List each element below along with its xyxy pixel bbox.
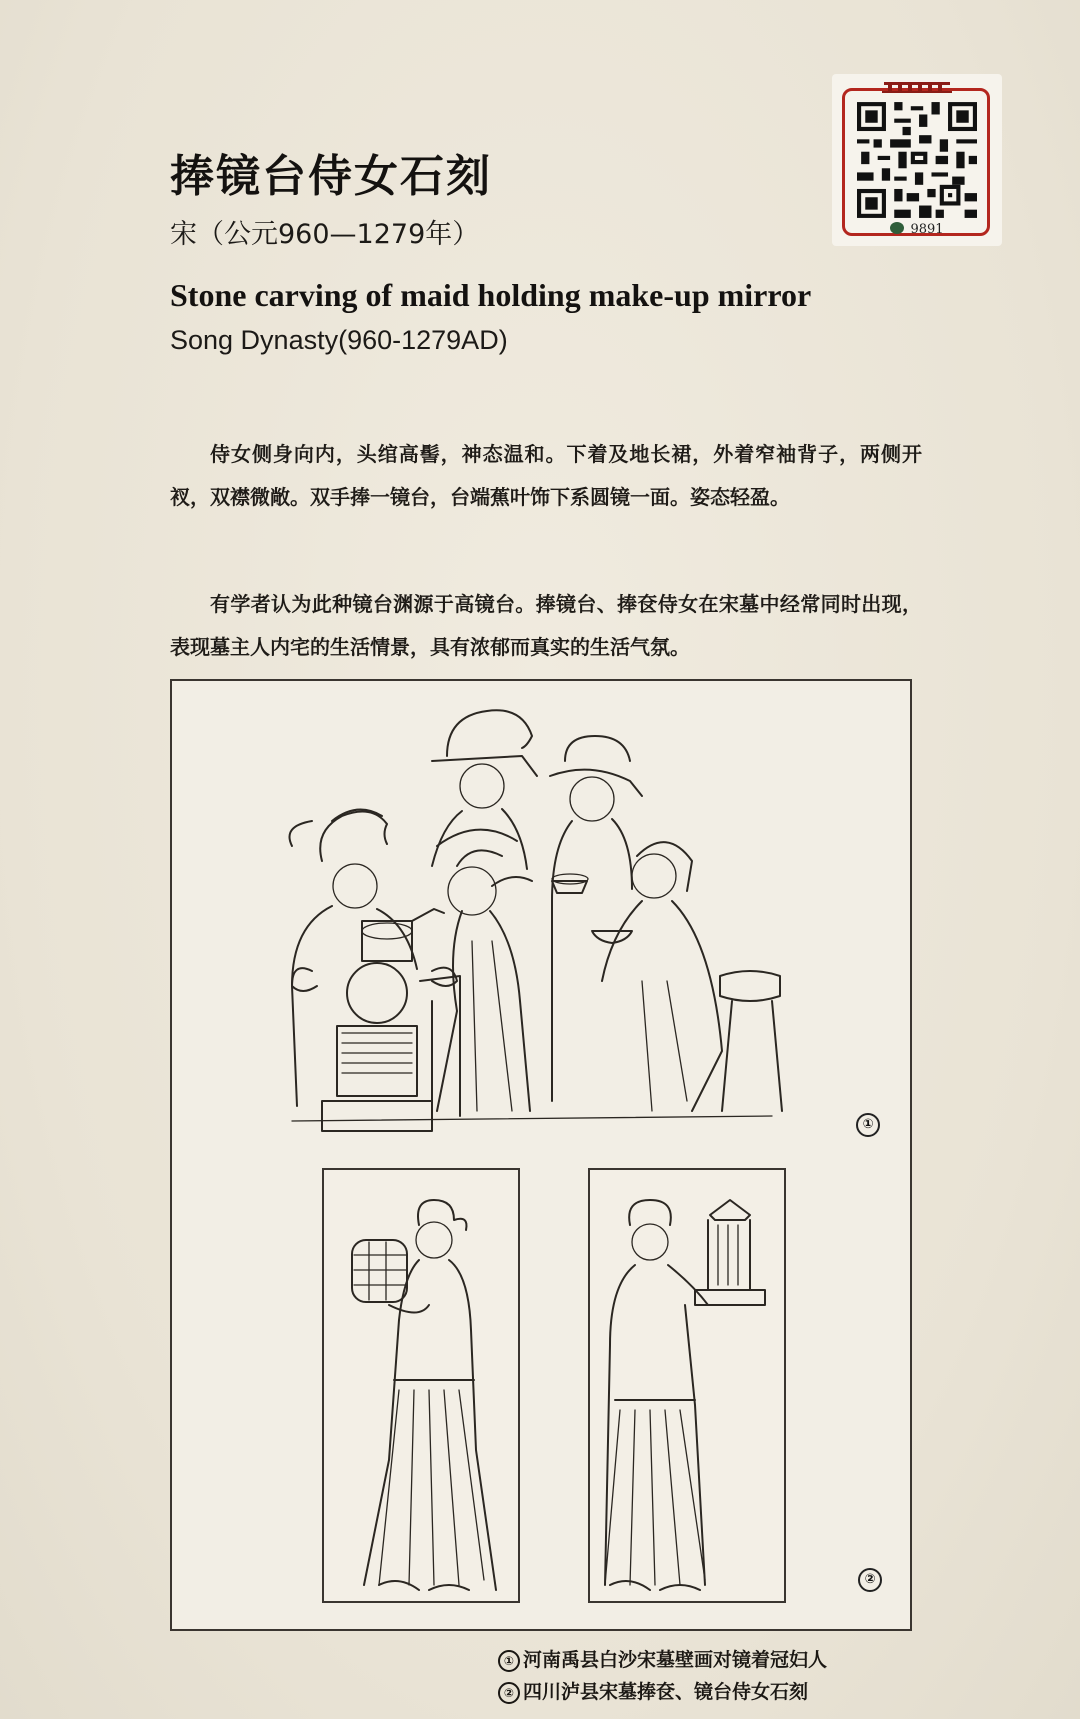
qr-code-badge[interactable] [832,74,1002,246]
audio-guide-number-text: 9891 [910,222,944,237]
caption-2-number: ② [498,1682,520,1704]
line-drawing-maid-with-box [322,1168,520,1603]
line-drawing-mural-scene [172,681,912,1141]
title-english: Stone carving of maid holding make-up mirror [170,277,812,313]
line-drawing-maid-with-mirror-stand [588,1168,786,1603]
caption-1 [498,1645,827,1672]
caption-2 [498,1677,808,1704]
audio-guide-logo-icon [890,222,904,234]
qr-code-icon[interactable] [857,102,977,218]
period-english: Song Dynasty(960-1279AD) [170,325,508,355]
caption-1-text: 河南禹县白沙宋墓壁画对镜着冠妇人 [523,1649,828,1671]
description-paragraph-2: 有学者认为此种镜台渊源于高镜台。捧镜台、捧奁侍女在宋墓中经常同时出现，表现墓主人内宅的生活情景，具有浓郁而真实的生活气氛。 [170,592,922,659]
figure-marker-1: ① [856,1113,880,1137]
illustration-frame [170,679,912,1631]
caption-2-text: 四川泸县宋墓捧奁、镜台侍女石刻 [523,1681,809,1703]
audio-guide-number [832,222,1002,237]
caption-1-number: ① [498,1650,520,1672]
figure-marker-2: ② [858,1568,882,1592]
description-paragraph-1: 侍女侧身向内，头绾高髻，神态温和。下着及地长裙，外着窄袖背子，两侧开衩，双襟微敞。双手捧一镜台，台端蕉叶饰下系圆镜一面。姿态轻盈。 [170,442,922,509]
museum-logo-icon [880,80,954,94]
title-chinese: 捧镜台侍女石刻 [170,151,492,202]
period-chinese: 宋（公元960—1279年） [170,219,480,250]
